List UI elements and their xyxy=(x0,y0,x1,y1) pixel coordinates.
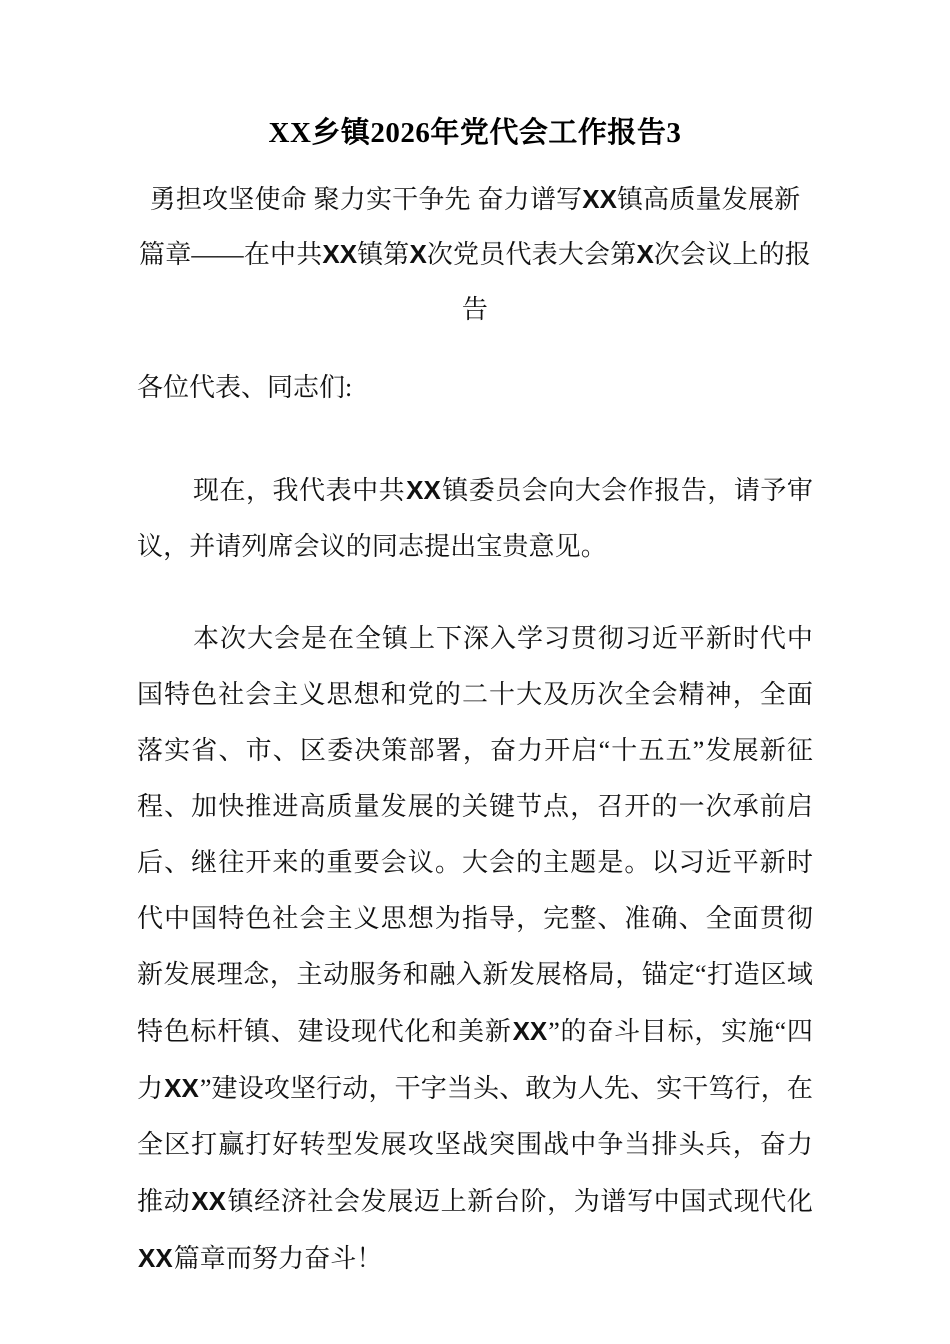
body-paragraph: 本次大会是在全镇上下深入学习贯彻习近平新时代中国特色社会主义思想和党的二十大及历次全会精神，全面落实省、市、区委决策部署，奋力开启“十五五”发展新征程、加快推进高质量发展的关键节点，召开的一次承前启后、继往开来的重要会议。大会的主题是。以习近平新时代中国特色社会主义思想为指导，完整、准确、全面贯彻新发展理念，主动服务和融入新发展格局，锚定“打造区域特色标杆镇、建设现代化和美新XX”的奋斗目标，实施“四力XX”建设攻坚行动，干字当头、敢为人先、实干笃行，在全区打赢打好转型发展攻坚战突围战中争当排头兵，奋力推动XX镇经济社会发展迈上新台阶，为谱写中国式现代化XX篇章而努力奋斗！ xyxy=(137,624,813,1273)
placeholder-token: XX xyxy=(406,475,441,505)
placeholder-token: XX xyxy=(582,184,617,214)
placeholder-token: X xyxy=(409,239,427,269)
placeholder-token: XX xyxy=(191,1186,226,1216)
body-paragraph: 现在，我代表中共XX镇委员会向大会作报告，请予审议，并请列席会议的同志提出宝贵意见。 xyxy=(137,475,813,561)
salutation: 各位代表、同志们: xyxy=(137,373,353,402)
placeholder-token: XX xyxy=(138,1243,173,1273)
placeholder-token: X xyxy=(636,239,654,269)
document-subtitle: 勇担攻坚使命 聚力实干争先 奋力谱写XX镇高质量发展新篇章——在中共XX镇第X次党员代表大会第X次会议上的报告 xyxy=(139,184,811,324)
placeholder-token: XX xyxy=(322,239,358,269)
placeholder-token: XX xyxy=(512,1016,548,1046)
page-title: XX乡镇2026年党代会工作报告3 xyxy=(268,117,682,149)
placeholder-token: XX xyxy=(164,1073,199,1103)
document-body xyxy=(137,462,813,1287)
